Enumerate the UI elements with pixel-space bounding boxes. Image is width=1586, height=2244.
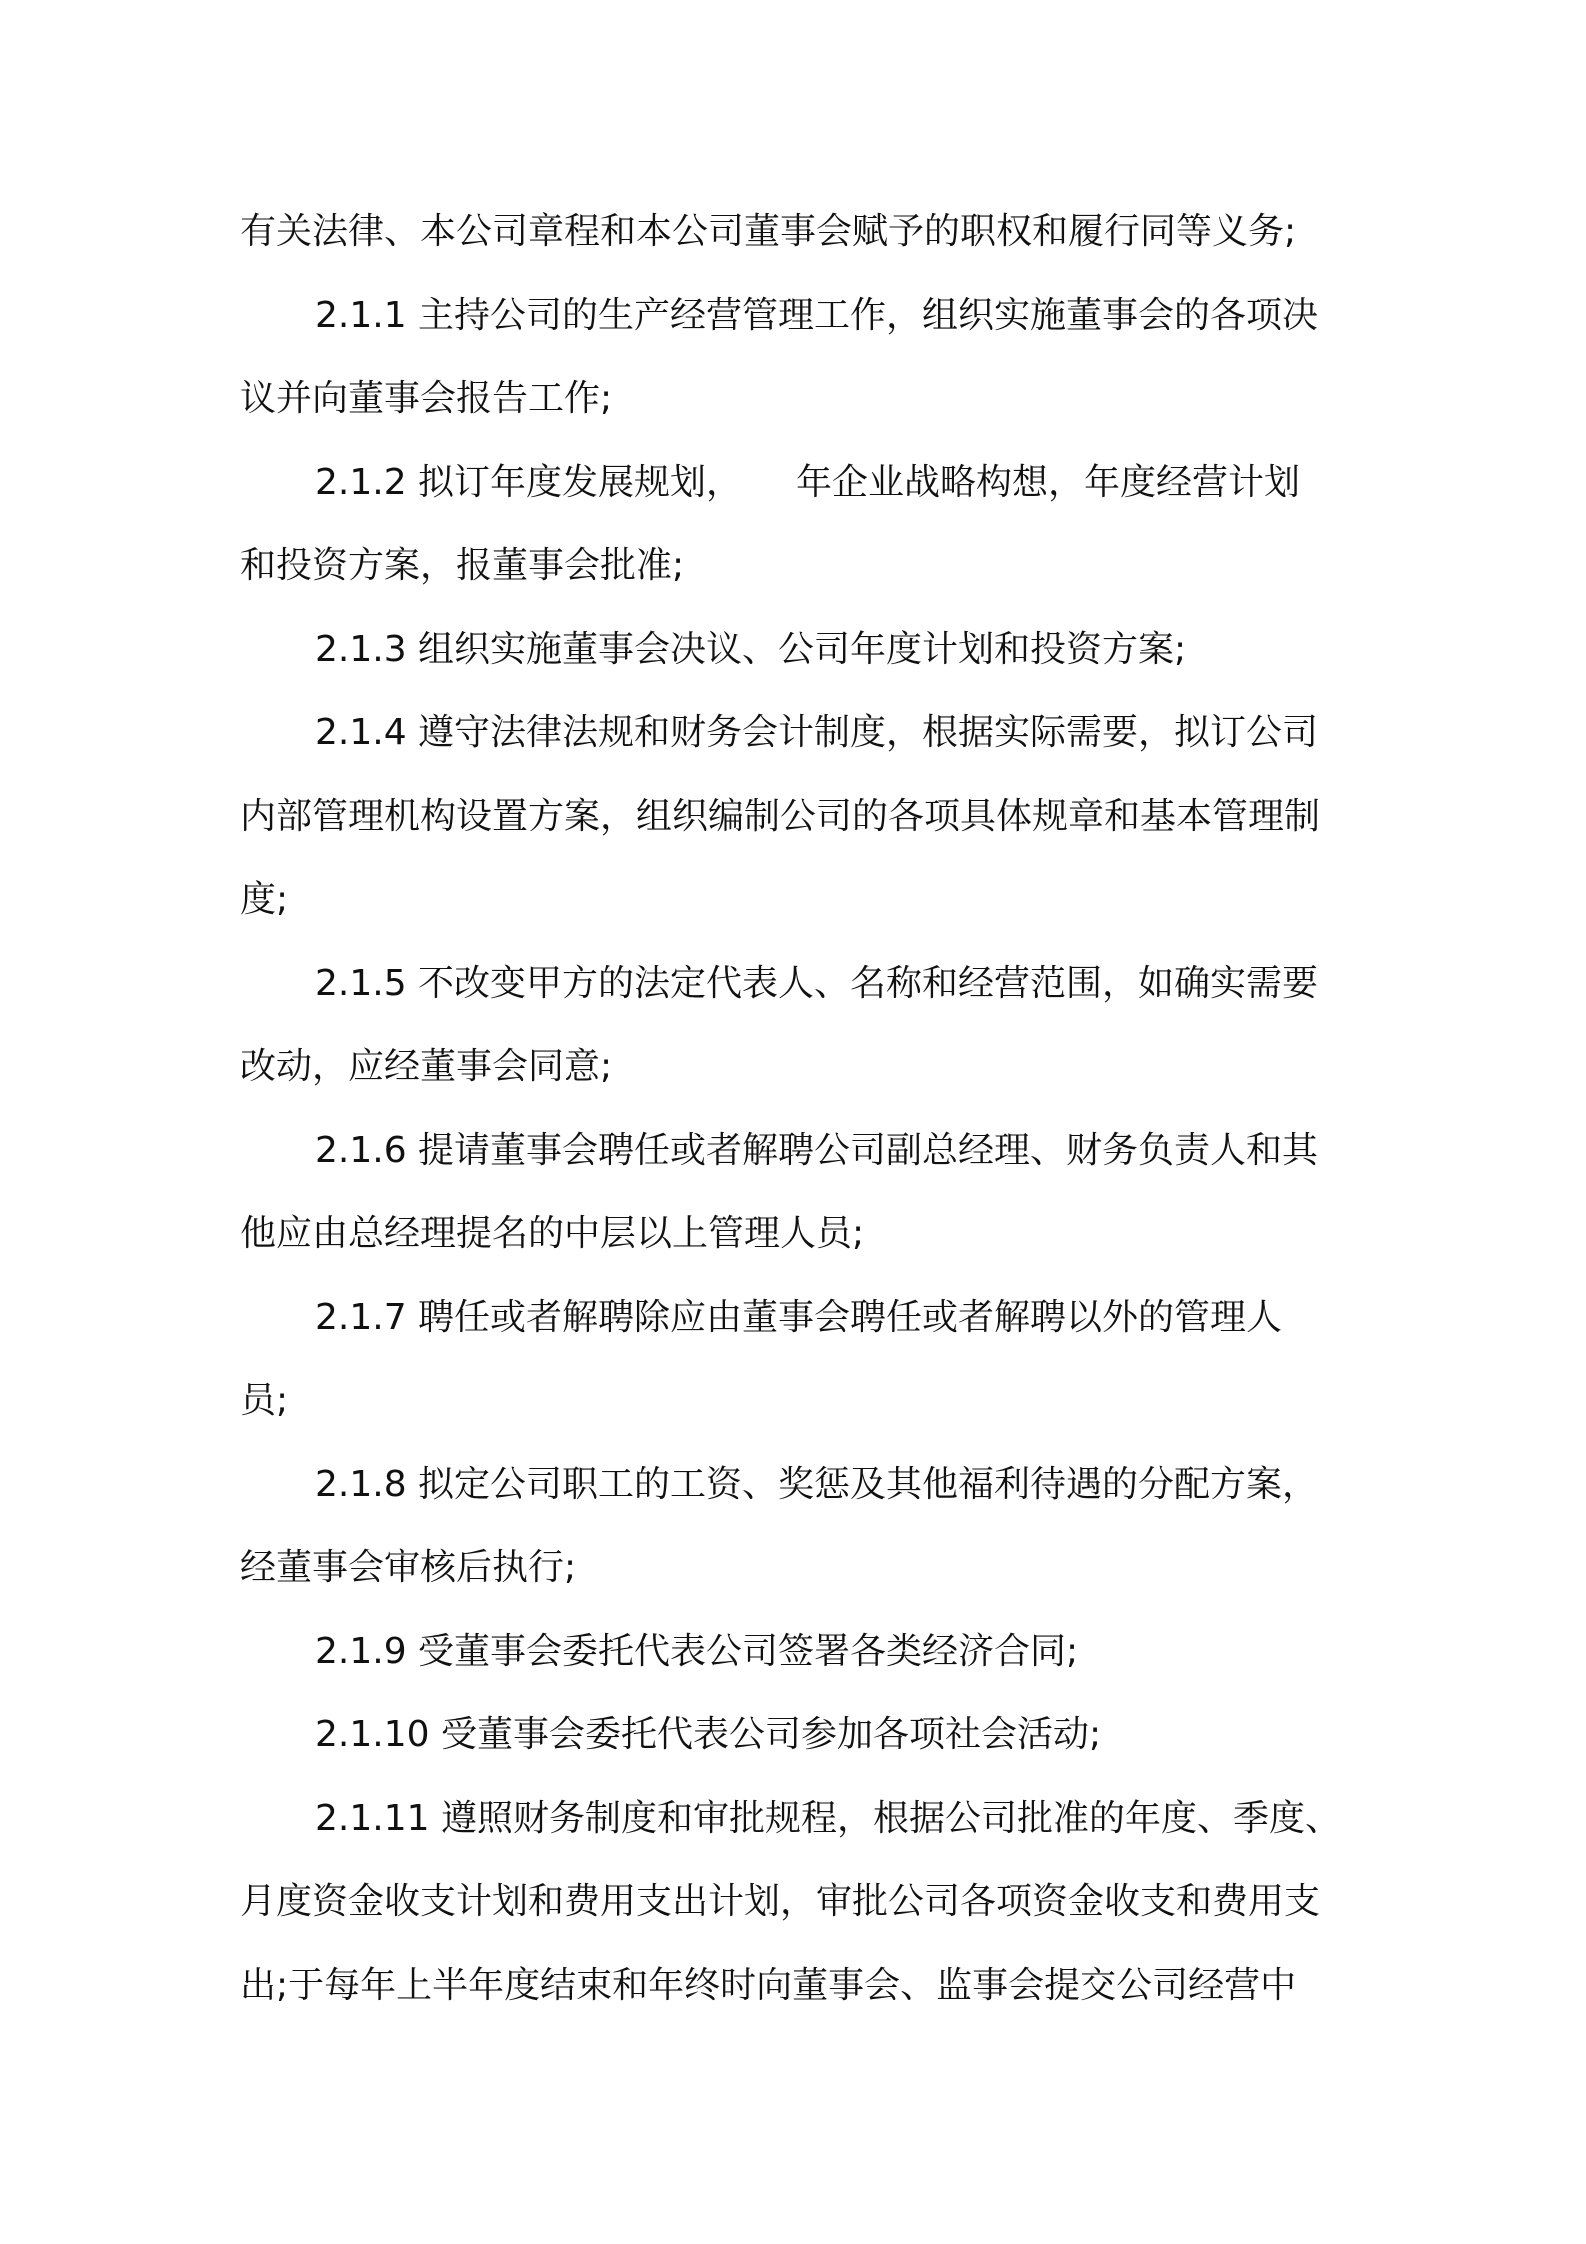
paragraph-first-line: 2.1.3 组织实施董事会决议、公司年度计划和投资方案;	[315, 628, 1187, 670]
paragraph-line: 他应由总经理提名的中层以上管理人员;	[240, 1213, 865, 1254]
paragraph-line: 员;	[240, 1380, 289, 1421]
paragraph-first-line: 2.1.5 不改变甲方的法定代表人、名称和经营范围，如确实需要	[315, 962, 1319, 1004]
paragraph-first-line: 2.1.9 受董事会委托代表公司签署各类经济合同;	[315, 1630, 1079, 1672]
paragraph-line: 内部管理机构设置方案，组织编制公司的各项具体规章和基本管理制	[240, 795, 1321, 837]
paragraph-first-line: 2.1.7 聘任或者解聘除应由董事会聘任或者解聘以外的管理人	[315, 1296, 1283, 1338]
paragraph-line: 改动，应经董事会同意;	[240, 1046, 613, 1087]
paragraph-first-line: 2.1.8 拟定公司职工的工资、奖惩及其他福利待遇的分配方案，	[315, 1463, 1319, 1505]
document-body	[240, 197, 1360, 2034]
paragraph-line: 有关法律、本公司章程和本公司董事会赋予的职权和履行同等义务;	[240, 211, 1297, 252]
paragraph-line: 经董事会审核后执行;	[240, 1547, 577, 1588]
paragraph-first-line: 2.1.11 遵照财务制度和审批规程，根据公司批准的年度、季度、	[315, 1797, 1341, 1839]
paragraph-first-line: 2.1.6 提请董事会聘任或者解聘公司副总经理、财务负责人和其	[315, 1129, 1319, 1171]
paragraph-line: 出;于每年上半年度结束和年终时向董事会、监事会提交公司经营中	[240, 1964, 1297, 2006]
paragraph-line: 和投资方案，报董事会批准;	[240, 545, 685, 586]
paragraph-first-line: 2.1.1 主持公司的生产经营管理工作，组织实施董事会的各项决	[315, 294, 1319, 336]
paragraph-line: 月度资金收支计划和费用支出计划，审批公司各项资金收支和费用支	[240, 1881, 1321, 1922]
paragraph-first-line: 2.1.10 受董事会委托代表公司参加各项社会活动;	[315, 1714, 1102, 1755]
paragraph-first-line: 2.1.4 遵守法律法规和财务会计制度，根据实际需要，拟订公司	[315, 712, 1319, 753]
paragraph-line: 议并向董事会报告工作;	[240, 378, 613, 419]
paragraph-line: 度;	[240, 879, 289, 920]
paragraph-first-line: 2.1.2 拟订年度发展规划， 年企业战略构想，年度经营计划	[315, 461, 1301, 503]
